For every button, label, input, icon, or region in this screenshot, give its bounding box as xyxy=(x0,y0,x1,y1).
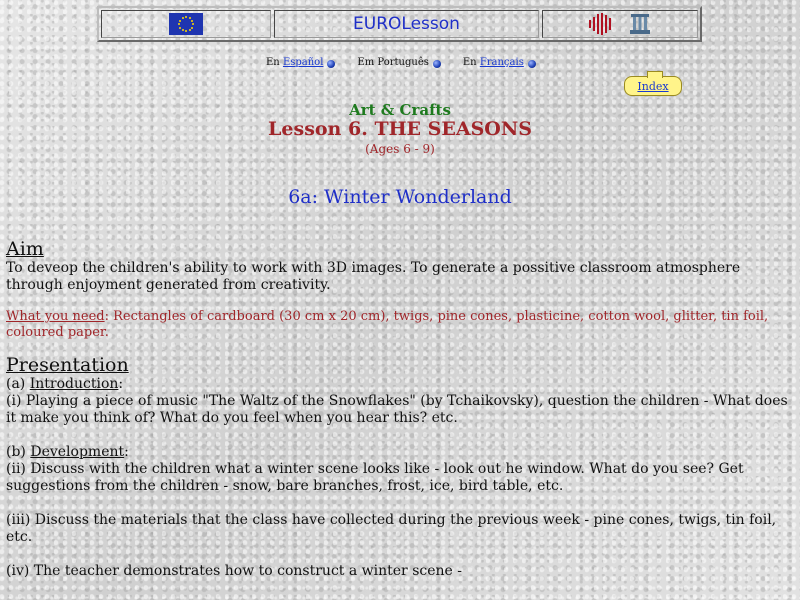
eu-star xyxy=(191,20,193,22)
site-title[interactable]: EUROLesson xyxy=(353,14,460,34)
lesson-subtitle: 6a: Winter Wonderland xyxy=(288,186,512,208)
link-portugues[interactable]: Português xyxy=(377,57,429,68)
presentation-heading: Presentation xyxy=(6,354,129,376)
aim-heading: Aim xyxy=(6,238,44,260)
presentation-section xyxy=(6,354,792,580)
link-francais[interactable]: Français xyxy=(479,57,524,68)
eu-star xyxy=(189,17,191,19)
globe-icon xyxy=(433,60,441,68)
aim-section xyxy=(6,238,792,294)
eu-star xyxy=(179,27,181,29)
step-iii-text: (iii) Discuss the materials that the class have collected during the previous week - pine cones, twigs, tin foil, etc. xyxy=(6,512,777,545)
ages-label: (Ages 6 - 9) xyxy=(365,142,435,156)
globe-icon xyxy=(327,60,335,68)
eu-star xyxy=(191,27,193,29)
need-label: What you need xyxy=(6,309,105,324)
aim-text: To deveop the children's ability to work with 3D images. To generate a possitive classroom atmosphere through enjoyment generated from creativity. xyxy=(6,260,741,293)
eu-flag-icon[interactable] xyxy=(169,13,203,35)
index-button[interactable]: Index xyxy=(624,76,682,96)
lang-french: En Français xyxy=(463,57,536,68)
need-text: : Rectangles of cardboard (30 cm x 20 cm), twigs, pine cones, plasticine, cotton wool, glitter, tin foil, coloured paper. xyxy=(6,309,769,340)
dev-line: (b) Development: xyxy=(6,444,129,460)
dev-text: (ii) Discuss with the children what a winter scene looks like - look out he window. What do you see? Get suggestions from the children - snow, bare branches, frost, ice, bird table, etc. xyxy=(6,461,744,494)
eu-star xyxy=(189,29,191,31)
bars-logo-icon[interactable] xyxy=(589,13,611,35)
globe-icon xyxy=(528,60,536,68)
intro-line: (a) Introduction: xyxy=(6,376,124,392)
link-espanol[interactable]: Español xyxy=(282,57,324,68)
lang-spanish: En Español xyxy=(266,57,335,68)
eu-star xyxy=(182,29,184,31)
eu-star xyxy=(185,30,187,32)
eu-star xyxy=(178,23,180,25)
eu-star xyxy=(179,20,181,22)
eu-star xyxy=(192,23,194,25)
lang-portuguese: Em Português xyxy=(357,57,440,68)
eu-star xyxy=(182,17,184,19)
intro-text: (i) Playing a piece of music "The Waltz of the Snowflakes" (by Tchaikovsky), question the children - What does it make you think of? What do you feel when you hear this? etc. xyxy=(6,393,788,426)
subject-title: Art & Crafts xyxy=(349,101,451,119)
lesson-title: Lesson 6. THE SEASONS xyxy=(268,118,532,140)
eu-star xyxy=(185,16,187,18)
language-links xyxy=(266,57,536,68)
banner-right-cell xyxy=(542,10,698,38)
need-section xyxy=(6,309,792,341)
intro-label: Introduction xyxy=(29,376,119,392)
banner-left-cell xyxy=(101,10,271,38)
dev-label: Development xyxy=(30,444,125,460)
step-iv-text: (iv) The teacher demonstrates how to construct a winter scene - xyxy=(6,563,462,579)
top-banner xyxy=(97,6,702,42)
banner-title-cell xyxy=(274,10,539,38)
column-logo-icon[interactable] xyxy=(629,13,651,35)
